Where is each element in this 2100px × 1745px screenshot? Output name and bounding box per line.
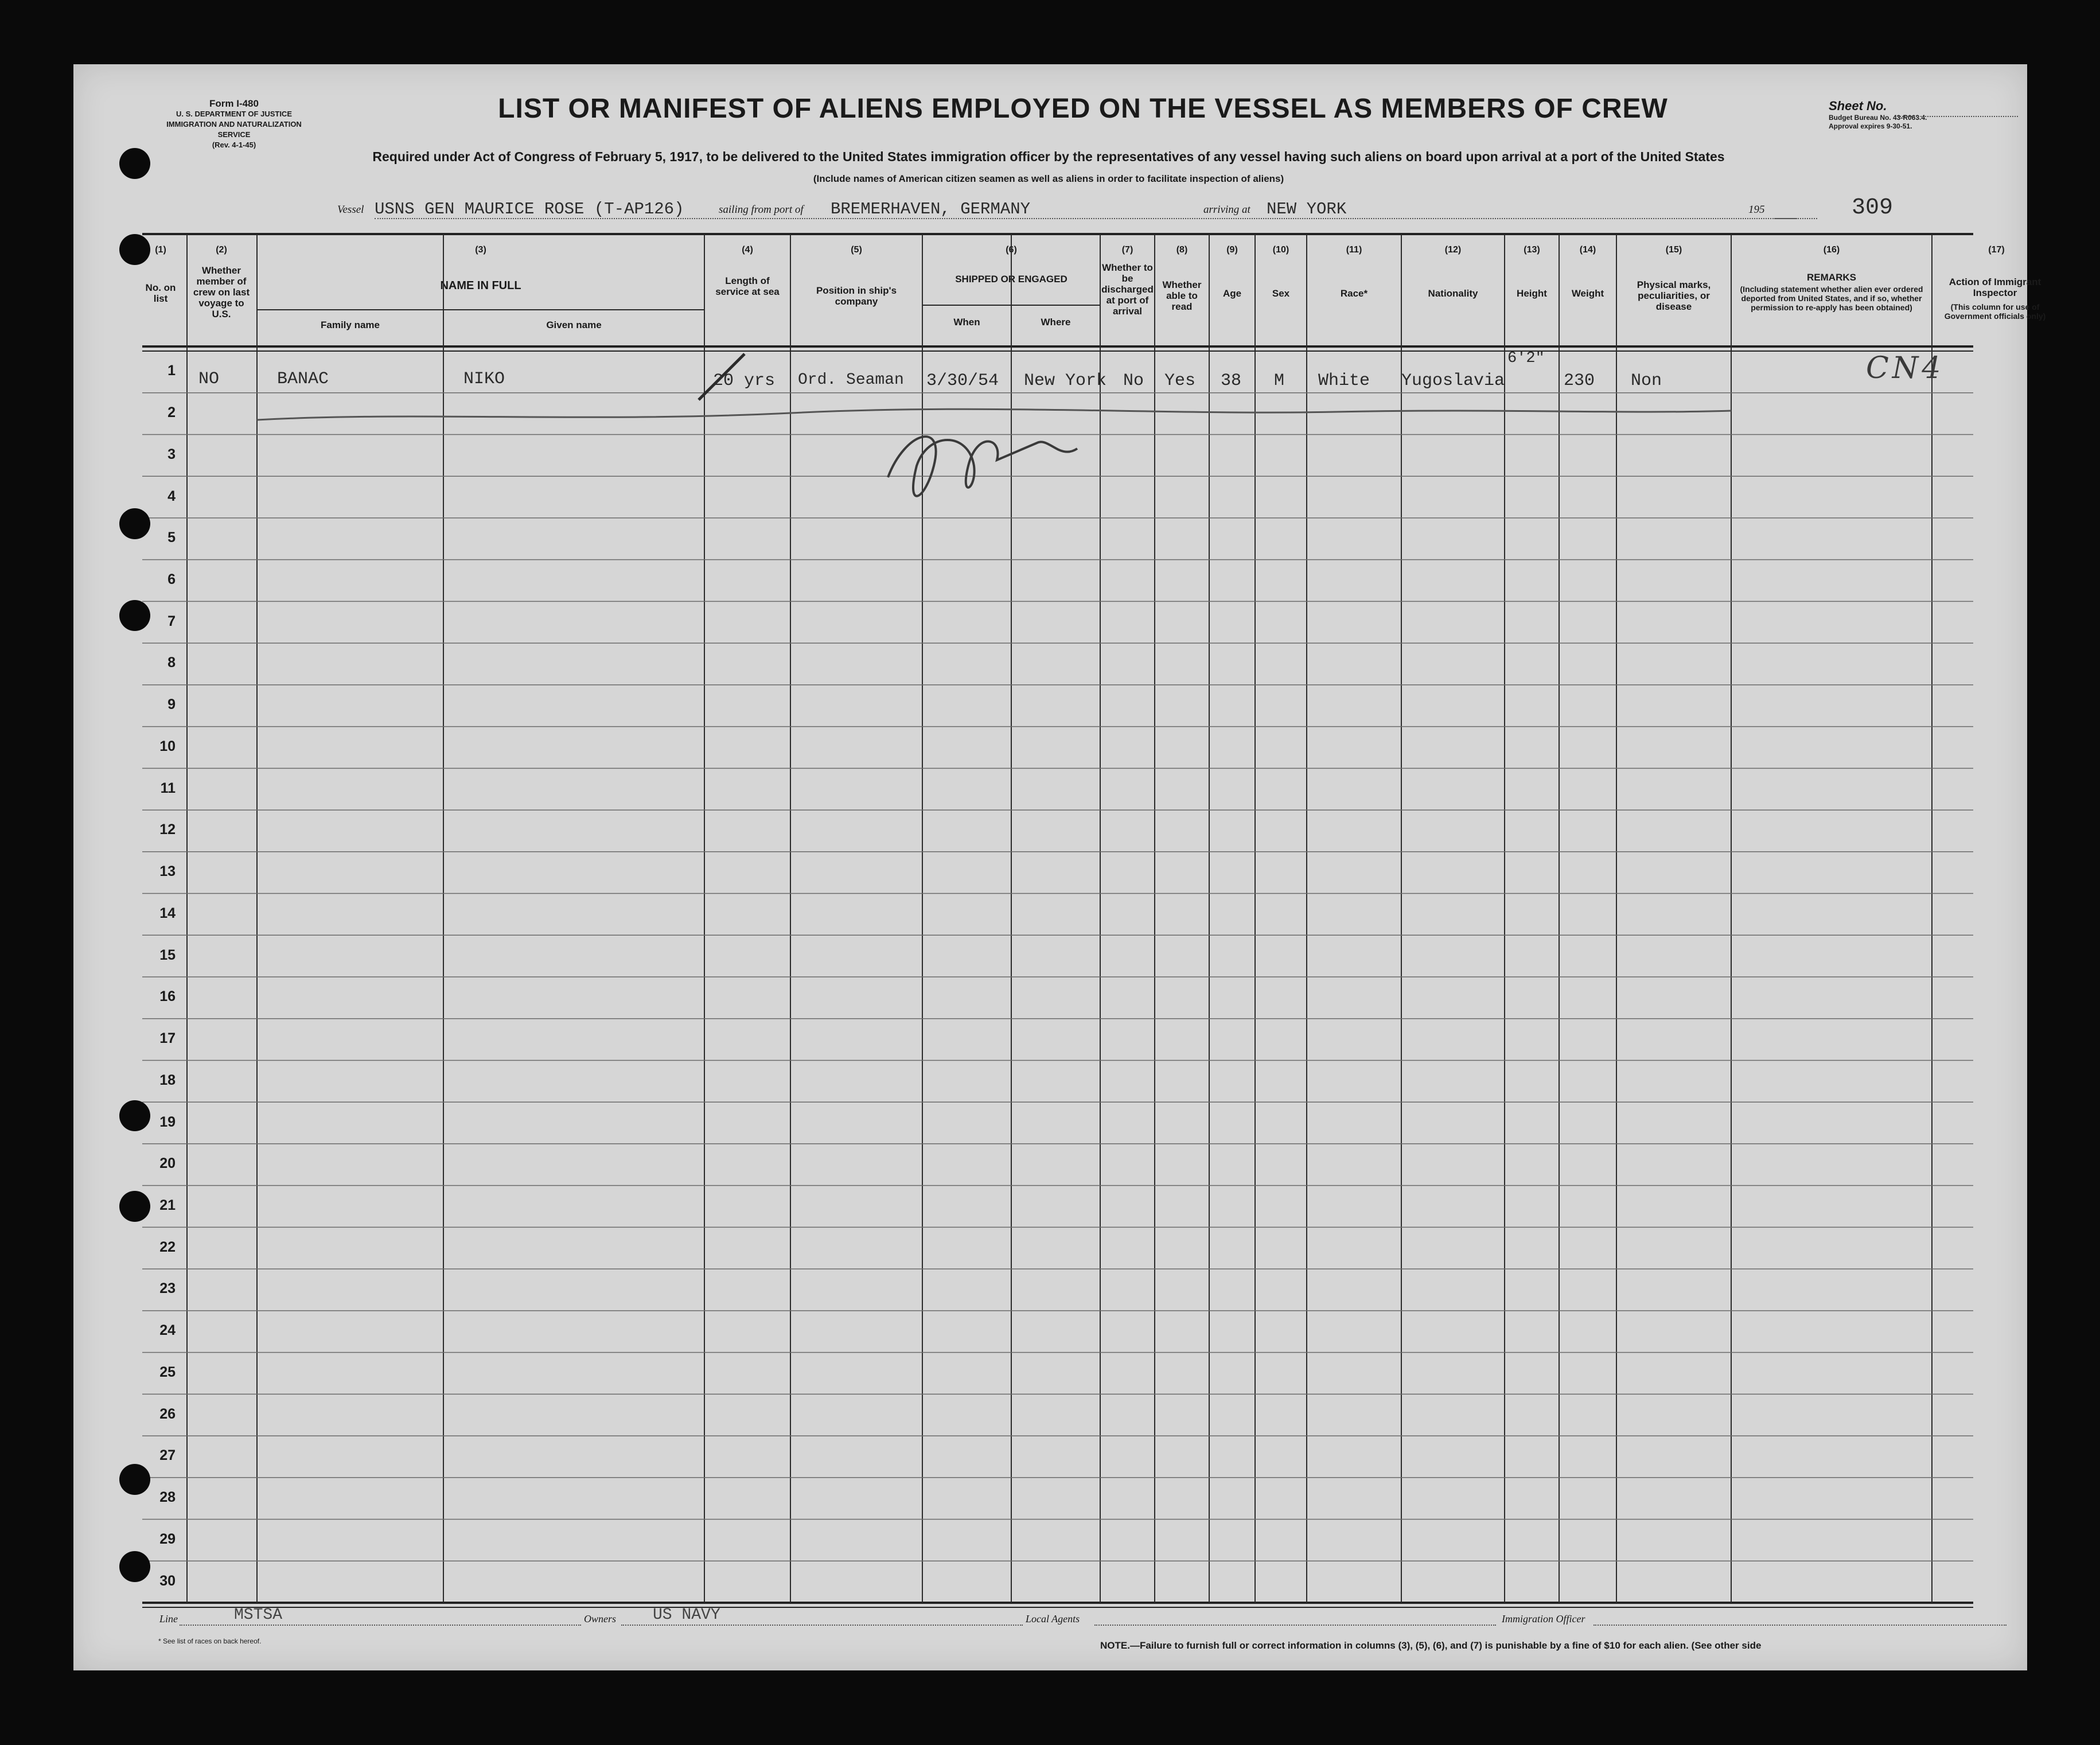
col-10-number: (10) bbox=[1272, 245, 1289, 255]
col-15-label: Physical marks, peculiarities, or disease bbox=[1637, 279, 1711, 312]
row-number: 3 bbox=[167, 446, 176, 462]
entry-service: 20 yrs bbox=[713, 371, 776, 391]
punch-hole bbox=[119, 148, 150, 179]
approval-expiry: Approval expires 9-30-51. bbox=[1829, 122, 1912, 130]
row-number: 4 bbox=[167, 488, 176, 504]
col-3-number: (3) bbox=[475, 245, 486, 255]
row-number: 20 bbox=[159, 1155, 176, 1172]
manifest-page bbox=[73, 64, 2046, 1670]
punch-hole bbox=[119, 1191, 150, 1222]
row-number: 28 bbox=[159, 1489, 176, 1506]
entry-family-name: BANAC bbox=[277, 369, 329, 389]
col-1-label: No. on list bbox=[145, 282, 176, 304]
line-value: MSTSA bbox=[234, 1606, 283, 1624]
given-name-header: Given name bbox=[546, 320, 602, 330]
year-label: 195 bbox=[1748, 204, 1765, 216]
row-number: 23 bbox=[159, 1280, 176, 1297]
punch-hole bbox=[119, 1100, 150, 1131]
cancel-line bbox=[257, 409, 1731, 420]
owners-value: US NAVY bbox=[653, 1606, 720, 1624]
row-number: 22 bbox=[159, 1238, 176, 1255]
line-label: Line bbox=[159, 1613, 178, 1625]
punch-hole bbox=[119, 600, 150, 631]
col-11-label: Race* bbox=[1340, 288, 1368, 299]
col-13-label: Height bbox=[1517, 288, 1547, 299]
col-8-label: Whether able to read bbox=[1162, 279, 1202, 312]
inspector-mark: CN4 bbox=[1866, 351, 1945, 385]
remarks-note: (Including statement whether alien ever ordered deported from United States, and if so, whether permission to re-apply has been obtained) bbox=[1740, 285, 1923, 312]
col-8-number: (8) bbox=[1176, 245, 1188, 255]
row-number: 11 bbox=[160, 780, 176, 796]
row-number: 13 bbox=[159, 863, 176, 880]
sailing-label: sailing from port of bbox=[719, 204, 804, 216]
row-number: 26 bbox=[159, 1405, 176, 1422]
service-name: IMMIGRATION AND NATURALIZATION SERVICE bbox=[166, 120, 302, 139]
row-number: 19 bbox=[159, 1113, 176, 1130]
col-15-number: (15) bbox=[1665, 245, 1682, 255]
legal-subtitle: Required under Act of Congress of February 5, 1917, to be delivered to the United States immigration officer by the representatives of any vessel having such aliens on board upon arrival at a port of the United States bbox=[372, 149, 1725, 164]
row-number: 6 bbox=[167, 571, 176, 588]
row-number: 29 bbox=[159, 1530, 176, 1547]
arriving-port: NEW YORK bbox=[1267, 200, 1347, 219]
budget-bureau-number: Budget Bureau No. 43-R063.4. bbox=[1829, 114, 1927, 122]
entry-read: Yes bbox=[1164, 371, 1196, 391]
entry-where: New York bbox=[1024, 371, 1107, 391]
entry-race: White bbox=[1318, 371, 1370, 391]
col-7-number: (7) bbox=[1121, 245, 1133, 255]
row-number: 17 bbox=[159, 1030, 176, 1047]
row-number: 18 bbox=[159, 1072, 176, 1088]
col-17-note: (This column for use of Government officials only) bbox=[1944, 302, 2046, 321]
sheet-label: Sheet No. bbox=[1829, 99, 1887, 113]
punch-hole bbox=[119, 1464, 150, 1495]
entry-given-name: NIKO bbox=[463, 369, 505, 389]
col-14-number: (14) bbox=[1579, 245, 1596, 255]
col-12-label: Nationality bbox=[1428, 288, 1478, 299]
immigration-officer-label: Immigration Officer bbox=[1502, 1613, 1585, 1625]
page-title: LIST OR MANIFEST OF ALIENS EMPLOYED ON THE VESSEL AS MEMBERS OF CREW bbox=[498, 94, 1668, 124]
col-16-number: (16) bbox=[1823, 245, 1840, 255]
row-number: 24 bbox=[159, 1322, 176, 1339]
row-number: 7 bbox=[167, 613, 176, 629]
row-number: 10 bbox=[159, 738, 176, 754]
entry-when: 3/30/54 bbox=[926, 371, 999, 391]
row-number: 2 bbox=[167, 404, 176, 421]
col-1-number: (1) bbox=[155, 245, 166, 255]
row-number: 9 bbox=[167, 696, 176, 713]
owners-label: Owners bbox=[584, 1613, 617, 1625]
entry-sex: M bbox=[1274, 371, 1285, 391]
col-14-label: Weight bbox=[1571, 288, 1604, 299]
entry-marks: Non bbox=[1631, 371, 1662, 391]
col-13-number: (13) bbox=[1524, 245, 1540, 255]
row-number: 14 bbox=[159, 905, 176, 921]
penalty-note: NOTE.—Failure to furnish full or correct information in columns (3), (5), (6), and (7) is punishable by a fine of $10 for each alien. (See other side bbox=[1100, 1640, 1762, 1651]
col-9-number: (9) bbox=[1226, 245, 1238, 255]
sheet-number: 309 bbox=[1852, 195, 1893, 221]
subtitle-note: (Include names of American citizen seamen as well as aliens in order to facilitate inspection of aliens) bbox=[813, 173, 1284, 184]
handwriting-marks bbox=[73, 64, 2027, 1670]
col-11-number: (11) bbox=[1346, 245, 1362, 255]
sailing-port: BREMERHAVEN, GERMANY bbox=[831, 200, 1031, 219]
col-10-label: Sex bbox=[1272, 288, 1290, 299]
col-2-label: Whether member of crew on last voyage to U.S. bbox=[193, 265, 250, 320]
row-number: 15 bbox=[159, 946, 176, 963]
row-number: 27 bbox=[159, 1447, 176, 1464]
punch-hole bbox=[119, 234, 150, 265]
family-name-header: Family name bbox=[321, 320, 380, 330]
form-number: Form I-480 bbox=[209, 98, 259, 109]
row-number: 1 bbox=[167, 363, 176, 379]
entry-height: 6'2" bbox=[1507, 350, 1545, 367]
races-footnote: * See list of races on back hereof. bbox=[158, 1637, 262, 1645]
punch-hole bbox=[119, 1551, 150, 1582]
entry-position: Ord. Seaman bbox=[798, 371, 904, 389]
local-agents-label: Local Agents bbox=[1026, 1613, 1080, 1625]
entry-age: 38 bbox=[1221, 371, 1242, 391]
col-2-number: (2) bbox=[216, 245, 227, 255]
service-slash bbox=[699, 354, 745, 400]
row-number: 8 bbox=[167, 655, 176, 671]
name-in-full-header: NAME IN FULL bbox=[440, 279, 521, 292]
col-5-label: Position in ship's company bbox=[816, 285, 897, 307]
department-name: U. S. DEPARTMENT OF JUSTICE bbox=[176, 110, 292, 118]
col-4-label: Length of service at sea bbox=[715, 275, 780, 297]
col-12-number: (12) bbox=[1444, 245, 1462, 255]
row-number: 21 bbox=[159, 1197, 176, 1214]
vessel-label: Vessel bbox=[337, 204, 364, 216]
row-number: 30 bbox=[159, 1572, 176, 1589]
row-number: 16 bbox=[159, 988, 176, 1005]
col-6-number: (6) bbox=[1006, 245, 1017, 255]
when-header: When bbox=[953, 317, 980, 328]
row-number: 25 bbox=[159, 1364, 176, 1380]
signature-scribble bbox=[888, 437, 1077, 496]
entry-crew-last-voyage: NO bbox=[198, 369, 220, 389]
col-17-label: Action of Immigrant Inspector bbox=[1949, 276, 2041, 298]
col-5-number: (5) bbox=[851, 245, 862, 255]
remarks-header: REMARKS bbox=[1807, 272, 1856, 283]
col-17-number: (17) bbox=[1988, 245, 2005, 255]
revision-date: (Rev. 4-1-45) bbox=[212, 141, 256, 149]
row-number: 5 bbox=[167, 529, 176, 546]
entry-nationality: Yugoslavia bbox=[1401, 371, 1505, 391]
col-7-label: Whether to be discharged at port of arrival bbox=[1101, 262, 1154, 317]
col-9-label: Age bbox=[1222, 288, 1242, 299]
entry-weight: 230 bbox=[1564, 371, 1595, 391]
row-number: 12 bbox=[159, 821, 176, 838]
entry-discharged: No bbox=[1123, 371, 1144, 391]
where-header: Where bbox=[1041, 317, 1071, 328]
arriving-label: arriving at bbox=[1203, 204, 1250, 216]
vessel-name: USNS GEN MAURICE ROSE (T-AP126) bbox=[375, 200, 684, 219]
punch-hole bbox=[119, 508, 150, 539]
col-4-number: (4) bbox=[742, 245, 753, 255]
shipped-engaged-header: SHIPPED OR ENGAGED bbox=[955, 274, 1067, 285]
